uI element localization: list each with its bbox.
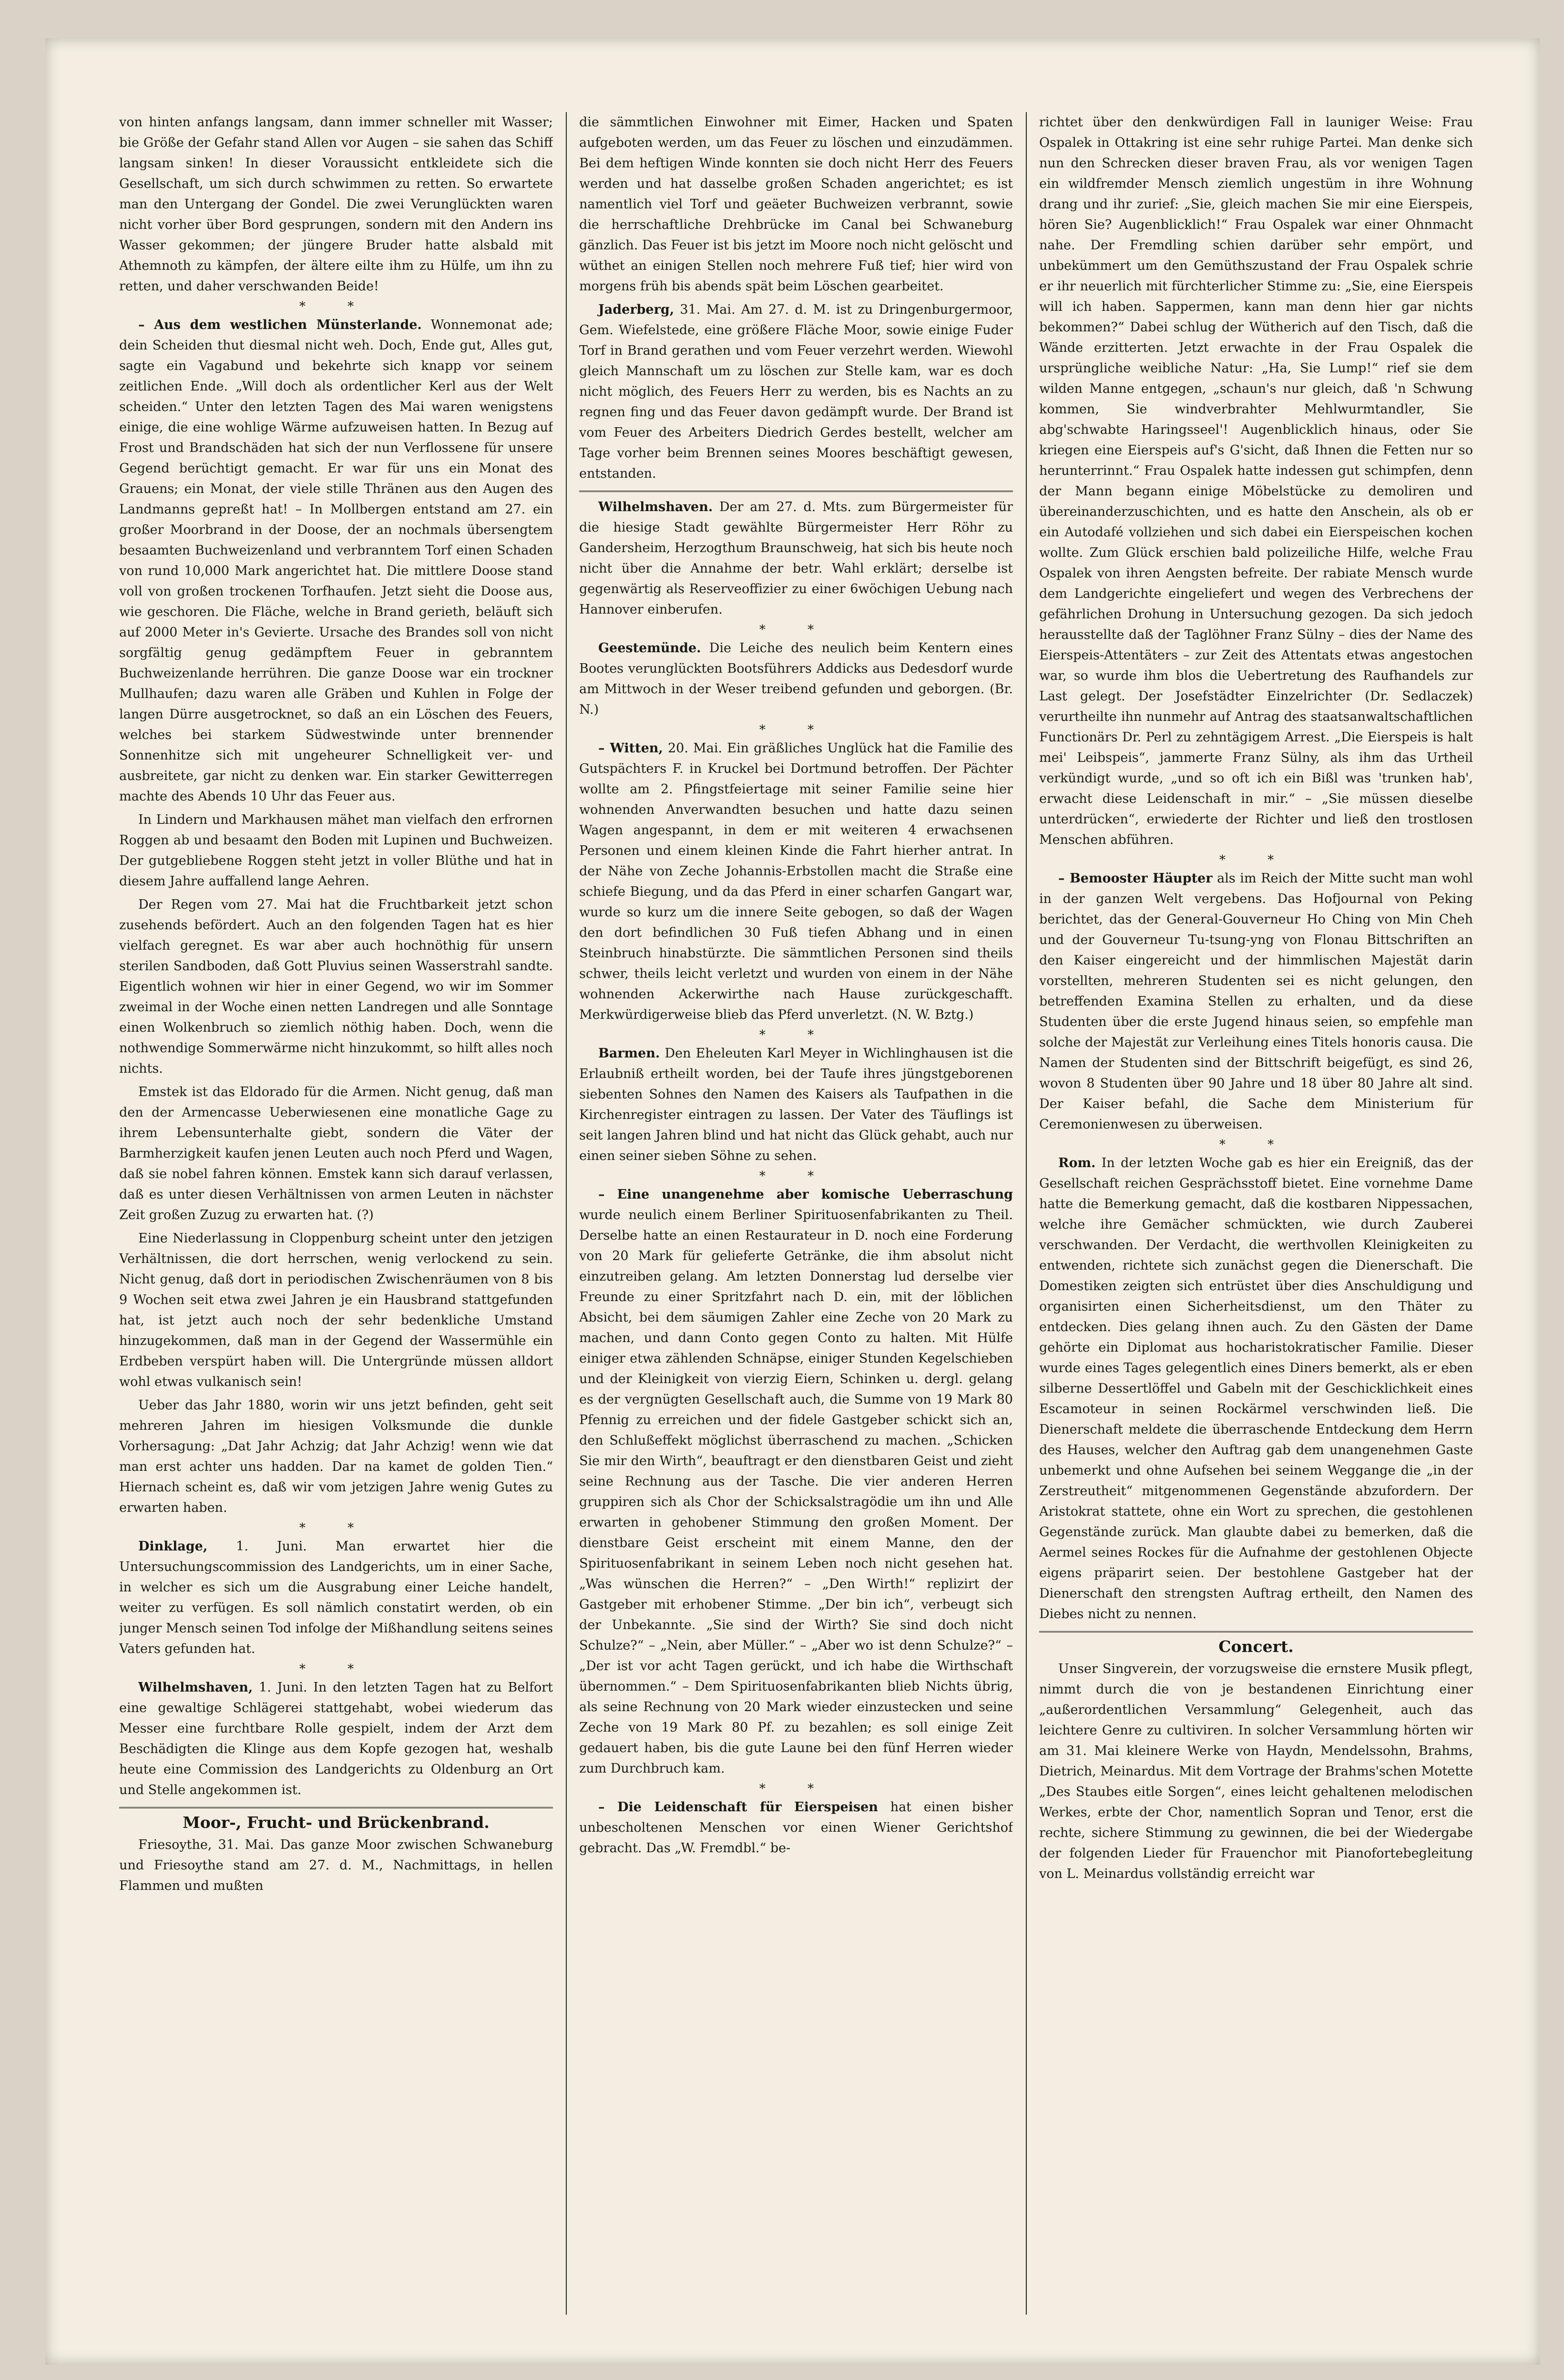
article-text: In der letzten Woche gab es hier ein Ereigniß, das der Gesellschaft reichen Gesprächsstoff bietet. Eine vornehme Dame hatte die Bemerkung gemacht, daß die kostbaren Nippessachen, welche ihre Gemächer schmückten, wie durch Zauberei verschwanden. Der Verdacht, die werthvollen Kleinigkeiten zu entwenden, richtete sich zunächst gegen die Dienerschaft. Die Domestiken zeigten sich entrüstet über dies Anschuldigung und organisirten einen Sicherheitsdienst, um den Thäter zu entdecken. Dies gelang ihnen auch. Zu den Gästen der Dame gehörte ein Diplomat aus hocharistokratischer Familie. Dieser wurde eines Tages gelegentlich eines Diners bemerkt, als er eben silberne Dessertlöffel und Gabeln mit der Geschicklichkeit eines Escamoteur in seinen Rockärmel verschwinden ließ. Die Dienerschaft meldete die überraschende Entdeckung dem Herrn des Hauses, welcher den Auftrag gab dem unangenehmen Gaste unbemerkt und ohne Aufsehen bei seinem Weggange die „in der Zerstreutheit“ mitgenommenen Gegenstände abzufordern. Der Aristokrat stattete, ohne ein Wort zu sprechen, die gestohlenen Gegenstände zurück. Man glaubte dabei zu bemerken, daß die Aermel seines Rockes für die Aufnahme der gestohlenen Objecte eigens präparirt seien. Der bestohlene Gastgeber hat der Dienerschaft den strengsten Auftrag ertheilt, den Namen des Diebes nicht zu nennen. xyxy=(1039,1156,1473,1621)
column-3 xyxy=(1039,112,1473,2315)
article-title: – Bemooster Häupter xyxy=(1058,871,1213,886)
article-title: – Aus dem westlichen Münsterlande. xyxy=(138,318,422,332)
article xyxy=(1039,868,1473,1135)
separator-stars: * * xyxy=(759,1028,833,1042)
article-text: 1. Juni. Man erwartet hier die Untersuchungscommission des Landgerichts, um in einer Sache, in welcher es sich um die Ausgrabung einer Leiche handelt, weiter zu verfügen. Es soll nämlich constatirt werden, ob ein junger Mensch seinen Tod infolge der Mißhandlung seitens seines Vaters gefunden hat. xyxy=(119,1539,553,1656)
column-rule xyxy=(566,112,567,2315)
article-title: Rom. xyxy=(1058,1156,1096,1170)
newspaper-page xyxy=(45,38,1540,2365)
article-text: Der am 27. d. Mts. zum Bürgermeister für die hiesige Stadt gewählte Bürgermeister Herr Röhr zu Gandersheim, Herzogthum Braunschweig, hat sich bis heute noch nicht über die Annahme der betr. Wahl erklärt; derselbe ist gegenwärtig als Reserveoffizier zu einer 6wöchigen Uebung nach Hannover einberufen. xyxy=(579,500,1013,617)
paragraph: richtet über den denkwürdigen Fall in launiger Weise: Frau Ospalek in Ottakring ist eine sehr ruhige Partei. Man denke sich nun den Schrecken dieser braven Frau, als vor wenigen Tagen ein wildfremder Mensch ziemlich ungestüm in ihre Wohnung drang und ihr zurief: „Sie, gleich machen Sie mir eine Eierspeis, hören Sie? Augenblicklich!“ Frau Ospalek war einer Ohnmacht nahe. Der Fremdling schien darüber sehr empört, und unbekümmert um den Gemüthszustand der Frau Ospalek schrie er ihr neuerlich mit fürchterlicher Stimme zu: „Sie, eine Eierspeis will ich haben. Sappermen, kann man denn hier gar nichts bekommen?“ Dabei schlug der Wütherich auf den Tisch, daß die Wände erzitterten. Jetzt erwachte in der Frau Ospalek die ursprüngliche weibliche Natur: „Ha, Sie Lump!“ rief sie dem wilden Manne entgegen, „schaun's nur gleich, daß 'n Schwung kommen, Sie windverbrahter Mehlwurmtandler, Sie abg'schwabte Haringsseel'! Augenblicklich hinaus, oder Sie kriegen eine Eierspeis auf's G'sicht, daß Ihnen die Fetten nur so herunterrinnt.“ Frau Ospalek hatte indessen gut schimpfen, denn der Mann begann einige Möbelstücke zu demoliren und übereinanderzuschichten, und es hatte den Anschein, als ob er ein Autodafé vollziehen und sich dabei ein Eierspeischen kochen wollte. Zum Glück erschien bald polizeiliche Hilfe, welche Frau Ospalek von ihren Aengsten befreite. Der rabiate Mensch wurde dem Landgerichte eingeliefert und wegen des Verbrechens der gefährlichen Drohung in Untersuchung gezogen. Da sich jedoch herausstellte daß der Taglöhner Franz Sülny – dies der Name des Eierspeis-Attentäters – zur Zeit des Attentats etwas angestochen war, so wurde ihm blos die Uebertretung des Raufhandels zur Last gelegt. Der Josefstädter Einzelrichter (Dr. Sedlaczek) verurtheilte ihn nunmehr auf Antrag des staatsanwaltschaftlichen Functionärs Dr. Perl zu zehntägigem Arrest. „Die Eierspeis is halt mei' Leibspeis“, jammerte Franz Sülny, als ihm das Urtheil verkündigt wurde, „und so oft ich ein Bißl was 'trunken hab', erwacht diese Leidenschaft in mir.“ – „Sie müssen dieselbe unterdrücken“, erwiederte der Richter und ließ den trostlosen Menschen abführen. xyxy=(1039,115,1473,847)
article xyxy=(579,738,1013,1025)
article-title: Dinklage, xyxy=(138,1539,208,1554)
article xyxy=(579,299,1013,484)
paragraph: Unser Singverein, der vorzugsweise die ernstere Musik pflegt, nimmt durch die von je bestandenen Einrichtung einer „außerordentlichen Versammlung“ Gelegenheit, auch das leichtere Genre zu cultiviren. In solcher Versammlung hörten wir am 31. Mai kleinere Werke von Haydn, Mendelssohn, Brahms, Dietrich, Meinardus. Mit dem Vortrage der Brahms'schen Motette „Des Staubes eitle Sorgen“, eines leicht gehaltenen melodischen Werkes, erbte der Chor, namentlich Sopran und Tenor, erst die rechte, sichere Stimmung zu gewinnen, die bei der Wiedergabe der folgenden Lieder für Frauenchor mit Pianofortebegleitung von L. Meinardus vollständig erreicht war xyxy=(1039,1662,1473,1881)
article-text: 31. Mai. Am 27. d. M. ist zu Dringenburgermoor, Gem. Wiefelstede, eine größere Fläche Moor, sowie einige Fuder Torf in Brand gerathen und vom Feuer verzehrt werden. Wiewohl gleich Mannschaft um zu löschen zur Stelle kam, war es doch nicht möglich, des Feuers Herr zu werden, bis es Nachts an zu regnen fing und das Feuer davon gedämpft wurde. Der Brand ist vom Feuer des Arbeiters Diedrich Gerdes bestellt, welcher am Tage vorher beim Brennen seines Moores beschäftigt gewesen, entstanden. xyxy=(579,302,1013,481)
article-text: 20. Mai. Ein gräßliches Unglück hat die Familie des Gutspächters F. in Kruckel bei Dortmund betroffen. Der Pächter wollte am 2. Pfingstfeiertage mit seiner Familie seine hier wohnenden Anverwandten besuchen und hatte dazu seinen Wagen angespannt, in dem er mit weiteren 4 erwachsenen Personen und einem kleinen Kinde die Fahrt hierher antrat. In der Nähe von Zeche Johannis-Erbstollen macht die Straße eine schiefe Biegung, und da das Pferd in einer scharfen Gangart war, wurde so kurz um die innere Seite gebogen, so daß der Wagen den dort befindlichen 30 Fuß tiefen Abhang und in einen Steinbruch hinabstürzte. Die sämmtlichen Personen sind theils schwer, theils leicht verletzt und wurden von einem in der Nähe wohnenden Ackerwirthe nach Hause zurückgeschafft. Merkwürdigerweise blieb das Pferd unverletzt. (N. W. Bztg.) xyxy=(579,741,1013,1022)
article-title: Geestemünde. xyxy=(598,641,701,656)
column-container xyxy=(119,112,1473,2315)
separator-stars: * * xyxy=(1219,853,1293,867)
article-text: wurde neulich einem Berliner Spirituosenfabrikanten zu Theil. Derselbe hatte an einen Restaurateur in D. noch eine Forderung von 20 Mark für gelieferte Getränke, die ihm absolut nicht einzutreiben gelang. Am letzten Donnerstag lud derselbe vier Freunde zu einer Spritzfahrt nach D. ein, mit der löblichen Absicht, bei dem säumigen Zahler eine Zeche von 20 Mark zu machen, und dann Conto gegen Conto zu halten. Mit Hülfe einiger etwa zählenden Schnäpse, einiger Stunden Kegelschieben und der Kleinigkeit von vierzig Eiern, Schinken u. dergl. gelang es der vergnügten Gesellschaft auch, die Summe von 19 Mark 80 Pfennig zu erreichen und der fidele Gastgeber schickt sich an, den Schlußeffekt möglichst überraschend zu machen. „Schicken Sie mir den Wirth“, beauftragt er den dienstbaren Geist und zieht seine Rechnung aus der Tasche. Die vier anderen Herren gruppiren sich als Chor der Schicksalstragödie um ihn und Alle erwarten in gehobener Stimmung den großen Moment. Der dienstbare Geist erscheint mit einem Manne, den der Spirituosenfabrikant in seinem Leben noch nicht gesehen hat. „Was wünschen die Herren?“ – „Den Wirth!“ replizirt der Gastgeber mit erhobener Stimme. „Der bin ich“, verbeugt sich der Unbekannte. „Sie sind der Wirth? Sie sind doch nicht Schulze?“ – „Nein, aber Müller.“ – „Aber wo ist denn Schulze?“ – „Der ist vor acht Tagen gerückt, und ich habe die Wirthschaft übernommen.“ – Dem Spirituosenfabrikanten blieb Nichts übrig, als seine Rechnung von 20 Mark wieder einzustecken und seine Zeche von 19 Mark 80 Pf. zu bezahlen; es soll einige Zeit gedauert haben, bis die gute Laune bei den fünf Herren wieder zum Durchbruch kam. xyxy=(579,1208,1013,1776)
article xyxy=(579,491,1013,620)
article-text: als im Reich der Mitte sucht man wohl in der ganzen Welt vergebens. Das Hofjournal von Peking berichtet, das der General-Gouverneur Ho Ching von Min Cheh und der Gouverneur Tu-tsung-yng von Flonau Bittschriften an den Kaiser eingereicht und der himmlischen Majestät darin vorstellten, mehreren Studenten sei es nicht gelungen, den betreffenden Examina Stellen zu erhalten, und da diese Studenten über die erste Jugend hinaus seien, so empfehle man solche der Majestät zur Verleihung eines Titels honoris causa. Die Namen der Studenten sind der Bittschrift beigefügt, es sind 26, wovon 8 Studenten über 90 Jahre und 18 über 80 Jahre alt sind. Der Kaiser befahl, die Sache dem Ministerium für Ceremonienwesen zu überweisen. xyxy=(1039,871,1473,1132)
article-title: Jaderberg, xyxy=(598,302,675,317)
separator-stars: * * xyxy=(759,723,833,737)
article-text: hat einen bisher unbescholtenen Menschen vor einen Wiener Gerichtshof gebracht. Das „W. Fremdbl.“ be- xyxy=(579,1800,1013,1856)
article xyxy=(579,1797,1013,1858)
article xyxy=(579,1043,1013,1166)
article-title: – Witten, xyxy=(598,741,663,756)
paragraph: In Lindern und Markhausen mähet man vielfach den erfrornen Roggen ab und besaamt den Boden mit Lupinen und Buchweizen. Der gutgebliebene Roggen steht jetzt in voller Blüthe und hat in diesem Jahre auffallend lange Aehren. xyxy=(119,812,553,889)
paragraph: Eine Niederlassung in Cloppenburg scheint unter den jetzigen Verhältnissen, die dort herrschen, wenig verlockend zu sein. Nicht genug, daß dort in periodischen Zwischenräumen von 8 bis 9 Wochen seit etwa zwei Jahren je ein Hausbrand stattgefunden hat, ist jetzt auch noch der sehr bedenkliche Umstand hinzugekommen, daß man in der Gegend der Wassermühle ein Erdbeben verspürt haben will. Die Untergründe müssen alldort wohl etwas vulkanisch sein! xyxy=(119,1231,553,1389)
separator-stars: * * xyxy=(299,299,373,314)
article-title: – Eine unangenehme aber komische Ueberraschung xyxy=(598,1187,1013,1202)
separator-stars: * * xyxy=(759,1782,833,1796)
column-2 xyxy=(579,112,1013,2315)
section-heading: Concert. xyxy=(1039,1631,1473,1656)
article-title: – Die Leidenschaft für Eierspeisen xyxy=(598,1800,878,1815)
article xyxy=(579,638,1013,720)
article-text: Die Leiche des neulich beim Kentern eines Bootes verunglückten Bootsführers Addicks aus Dedesdorf wurde am Mittwoch in der Weser treibend gefunden und geborgen. (Br. N.) xyxy=(579,641,1013,717)
separator-stars: * * xyxy=(299,1662,373,1676)
column-1 xyxy=(119,112,553,2315)
article-text: 1. Juni. In den letzten Tagen hat zu Belfort eine gewaltige Schlägerei stattgehabt, wobei wiederum das Messer eine furchtbare Rolle gespielt, indem der Arzt dem Beschädigten die Klinge aus dem Kopfe gezogen hat, weshalb heute eine Commission des Landgerichts zu Oldenburg an Ort und Stelle angekommen ist. xyxy=(119,1680,553,1797)
separator-stars: * * xyxy=(1219,1138,1293,1152)
paragraph: Ueber das Jahr 1880, worin wir uns jetzt befinden, geht seit mehreren Jahren im hiesigen Volksmunde die dunkle Vorhersagung: „Dat Jahr Achzig; dat Jahr Achzig! wenn wie dat man erst achter uns hadden. Dar na kamet de golden Tien.“ Hiernach scheint es, daß wir vom jetzigen Jahre wenig Gutes zu erwarten haben. xyxy=(119,1398,553,1515)
article-title: Wilhelmshaven, xyxy=(138,1680,253,1695)
paragraph: Emstek ist das Eldorado für die Armen. Nicht genug, daß man den der Armencasse Ueberwiesenen eine monatliche Gage zu ihrem Lebensunterhalte giebt, sondern die Väter der Barmherzigkeit kaufen jenen Leuten auch noch Pferd und Wagen, daß sie nobel fahren können. Emstek kann sich darauf verlassen, daß es unter diesen Verhältnissen von armen Leuten in nächster Zeit großen Zuzug zu erwarten hat. (?) xyxy=(119,1085,553,1222)
article-text: Wonnemonat ade; dein Scheiden thut diesmal nicht weh. Doch, Ende gut, Alles gut, sagte ein Vagabund und bekehrte sich knapp vor seinem zeitlichen Ende. „Will doch als ordentlicher Kerl aus der Welt scheiden.“ Unter den letzten Tagen des Mai waren wenigstens einige, die eine wohlige Wärme aufzuweisen hatten. In Bezug auf Frost und Brandschäden hat sich der nun Verflossene für unsere Gegend berüchtigt gemacht. Er war für uns ein Monat des Grauens; ein Monat, der viele stille Thränen aus den Augen des Landmanns gepreßt hat! – In Mollbergen entstand am 27. ein großer Moorbrand in der Doose, der an nochmals übersengtem besaamten Buchweizenland und verbranntem Torf einen Schaden von rund 10,000 Mark angerichtet hat. Die mittlere Doose stand voll von großen trockenen Torfhaufen. Jetzt sieht die Doose aus, wie geschoren. Die Fläche, welche in Brand gerieth, beläuft sich auf 2000 Meter in's Gevierte. Ursache des Brandes soll von nicht sorgfältig genug gedämpftem Feuer in gebranntem Buchweizenlande herrühren. Die ganze Doose war ein trockner Mullhaufen; dazu waren alle Gräben und Kuhlen in Folge der langen Dürre ausgetrocknet, so daß an ein Löschen des Feuers, welches bei starkem Südwestwinde unter brennender Sonnenhitze sich mit ungeheurer Schnelligkeit ver- und ausbreitete, gar nicht zu denken war. Ein starker Gewitterregen machte des Abends 10 Uhr das Feuer aus. xyxy=(119,318,553,804)
column-rule xyxy=(1026,112,1027,2315)
article-text: Den Eheleuten Karl Meyer in Wichlinghausen ist die Erlaubniß ertheilt worden, bei der Taufe ihres jüngstgeborenen siebenten Sohnes den Namen des Kaisers als Taufpathen in die Kirchenregister eintragen zu lassen. Der Vater des Täuflings ist seit langen Jahren blind und hat nicht das Glück gehabt, auch nur einen seiner sieben Söhne zu sehen. xyxy=(579,1046,1013,1163)
paragraph: von hinten anfangs langsam, dann immer schneller mit Wasser; bie Größe der Gefahr stand Allen vor Augen – sie sahen das Schiff langsam sinken! In dieser Voraussicht entkleidete sich die Gesellschaft, um sich durch schwimmen zu retten. So erwartete man den Untergang der Gondel. Die zwei Verunglückten waren nicht vorher über Bord gesprungen, sondern mit den Andern ins Wasser gekommen; der jüngere Bruder hatte alsbald mit Athemnoth zu kämpfen, der ältere eilte ihm zu Hülfe, um ihn zu retten, und daher verschwanden Beide! xyxy=(119,115,553,294)
article xyxy=(579,1184,1013,1779)
article-title: Wilhelmshaven. xyxy=(598,500,713,514)
separator-stars: * * xyxy=(299,1521,373,1535)
article xyxy=(119,1536,553,1659)
section-heading: Moor-, Frucht- und Brückenbrand. xyxy=(119,1807,553,1832)
article xyxy=(119,1677,553,1800)
paragraph: Der Regen vom 27. Mai hat die Fruchtbarkeit jetzt schon zusehends befördert. Auch an den folgenden Tagen hat es hier vielfach geregnet. Es war aber auch hochnöthig für unsern sterilen Sandboden, daß Gott Pluvius seinen Wasserstrahl sandte. Eigentlich wohnen wir hier in einer Gegend, wo wir im Sommer zweimal in der Woche einen netten Landregen und alle Sonntage einen Wolkenbruch so ziemlich nöthig haben. Doch, wenn die nothwendige Sommerwärme nicht hinzukommt, so hilft alles noch nichts. xyxy=(119,897,553,1076)
article-title: Barmen. xyxy=(598,1046,660,1061)
article xyxy=(1039,1153,1473,1624)
article xyxy=(119,315,553,807)
paragraph: die sämmtlichen Einwohner mit Eimer, Hacken und Spaten aufgeboten werden, um das Feuer zu löschen und einzudämmen. Bei dem heftigen Winde konnten sie doch nicht Herr des Feuers werden und hat dasselbe großen Schaden angerichtet; es ist namentlich viel Torf und geäeter Buchweizen verbrannt, sowie die herrschaftliche Drehbrücke im Canal bei Schwaneburg gänzlich. Das Feuer ist bis jetzt im Moore noch nicht gelöscht und wüthet an einigen Stellen noch mehrere Fuß tief; hier wird von morgens früh bis abends spät beim Löschen gearbeitet. xyxy=(579,115,1013,294)
separator-stars: * * xyxy=(759,1169,833,1183)
separator-stars: * * xyxy=(759,623,833,637)
paragraph: Friesoythe, 31. Mai. Das ganze Moor zwischen Schwaneburg und Friesoythe stand am 27. d. M., Nachmittags, in hellen Flammen und mußten xyxy=(119,1837,553,1893)
